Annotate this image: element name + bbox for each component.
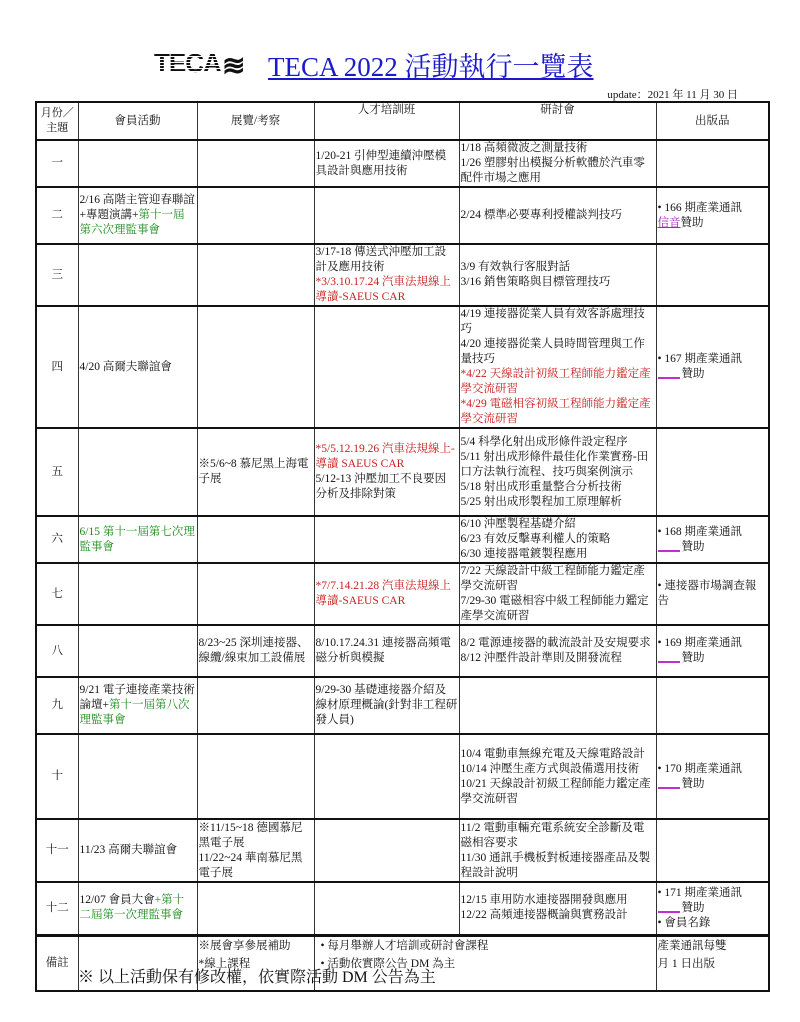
cell-line <box>461 307 655 337</box>
cell-text: 6/10 沖壓製程基礎介紹 <box>460 518 576 530</box>
cell-text: 第十一屆第八次理監事會 <box>79 699 190 726</box>
cell-text: 贊助 <box>681 540 705 553</box>
page-header <box>150 44 594 84</box>
cell-text: • 167 期產業通訊 <box>657 353 743 365</box>
cell-text: • 169 期產業通訊 <box>657 637 743 649</box>
cell-line <box>461 450 655 480</box>
cell-text: 1/18 高頻微波之測量技術 <box>460 142 588 154</box>
cell-line <box>461 893 655 908</box>
exhibition-cell <box>197 625 314 677</box>
cell-line <box>80 683 196 728</box>
cell-line <box>658 201 768 216</box>
cell-text: 贊助 <box>681 901 705 914</box>
publication-cell <box>656 428 769 516</box>
activity-table <box>35 101 770 992</box>
training-cell <box>314 819 459 882</box>
cell-text: 9/21 電子連接產業技術論壇+ <box>79 684 195 711</box>
col-header-seminar: 研討會 <box>459 102 656 140</box>
seminar-cell <box>459 563 656 625</box>
remarks-label: 備註 <box>36 935 78 991</box>
training-cell <box>314 677 459 734</box>
sponsor-blank <box>658 661 680 663</box>
cell-text: +第十二屆第一次理監事會 <box>79 894 185 922</box>
exhibition-cell <box>197 140 314 187</box>
cell-text: • 171 期產業通訊 <box>657 886 743 899</box>
training-cell <box>314 625 459 677</box>
update-date: update：2021 年 11 月 30 日 <box>607 89 738 101</box>
cell-text: 8/2 電源連接器的載流設計及安規要求 <box>460 637 651 649</box>
table-row <box>36 563 769 625</box>
exhibition-cell <box>197 677 314 734</box>
publication-cell <box>656 244 769 306</box>
cell-line <box>316 275 458 305</box>
cell-text: 贊助 <box>680 216 704 229</box>
cell-line <box>658 651 768 666</box>
cell-text: 12/07 會員大會 <box>79 894 155 907</box>
cell-text: • 168 期產業通訊 <box>657 525 743 538</box>
cell-line <box>316 579 458 609</box>
table-row <box>36 140 769 187</box>
cell-text: 8/10.17.24.31 連接器高頻電磁分析與模擬 <box>315 637 451 664</box>
cell-line <box>199 457 313 487</box>
cell-line <box>658 916 768 931</box>
training-cell <box>314 140 459 187</box>
table-row <box>36 625 769 677</box>
exhibition-cell <box>197 563 314 625</box>
cell-line <box>461 564 655 594</box>
logo-mark-icon: ≋ <box>222 50 246 81</box>
cell-line <box>658 216 768 231</box>
table-row <box>36 516 769 563</box>
cell-line <box>461 532 655 547</box>
seminar-cell <box>459 140 656 187</box>
publication-cell <box>656 677 769 734</box>
cell-line <box>461 141 655 156</box>
table-row <box>36 677 769 734</box>
cell-text: *3/3.10.17.24 汽車法規線上導讀-SAEUS CAR <box>315 276 451 303</box>
cell-text: 5/18 射出成形重量整合分析技術 <box>460 480 622 493</box>
cell-text: 5/25 射出成形製程加工原理解析 <box>460 495 622 508</box>
cell-line <box>658 579 768 609</box>
month-cell: 八 <box>36 625 78 677</box>
cell-text: 7/22 天線設計中級工程師能力鑑定產學交流研習 <box>460 565 645 592</box>
publication-cell <box>656 306 769 428</box>
month-cell: 一 <box>36 140 78 187</box>
cell-text: 11/23 高爾夫聯誼會 <box>79 844 178 856</box>
cell-line <box>461 397 655 427</box>
cell-text: 贊助 <box>681 777 705 790</box>
exhibition-cell <box>197 734 314 819</box>
cell-line <box>80 893 196 923</box>
member-activity-cell <box>78 819 197 882</box>
sponsor-blank <box>658 377 680 379</box>
col-header-publication: 出版品 <box>656 102 769 140</box>
cell-text: 4/19 連接器從業人員有效客訴處理技巧 <box>460 308 645 335</box>
cell-line <box>461 260 655 275</box>
seminar-cell <box>459 677 656 734</box>
cell-line <box>80 843 196 858</box>
member-activity-cell <box>78 677 197 734</box>
table-row <box>36 306 769 428</box>
training-cell <box>314 244 459 306</box>
member-activity-cell <box>78 563 197 625</box>
member-activity-cell <box>78 625 197 677</box>
sponsor-blank <box>658 911 680 913</box>
member-activity-cell <box>78 140 197 187</box>
month-cell: 七 <box>36 563 78 625</box>
cell-text: 6/30 連接器電鍍製程應用 <box>460 548 588 560</box>
cell-text: • 每月舉辦人才培訓或研討會課程 <box>320 939 489 952</box>
table-row <box>36 734 769 819</box>
cell-line <box>461 495 655 510</box>
cell-line <box>461 636 655 651</box>
remarks-publication-cell <box>656 935 769 991</box>
member-activity-cell <box>78 244 197 306</box>
cell-line <box>461 208 655 223</box>
cell-text: *4/22 天線設計初級工程師能力鑑定產學交流研習 <box>460 368 651 395</box>
cell-text: 10/14 沖壓生產方式與設備選用技術 <box>460 762 640 775</box>
exhibition-cell <box>197 516 314 563</box>
month-cell: 三 <box>36 244 78 306</box>
cell-line <box>461 480 655 495</box>
cell-text: *7/7.14.21.28 汽車法規線上導讀-SAEUS CAR <box>315 580 451 607</box>
training-cell <box>314 306 459 428</box>
cell-line <box>658 367 768 382</box>
cell-text: 1/20-21 引伸型連續沖壓模具設計與應用技術 <box>315 149 447 177</box>
member-activity-cell <box>78 306 197 428</box>
table-row <box>36 187 769 244</box>
training-cell <box>314 428 459 516</box>
table-row <box>36 428 769 516</box>
cell-text: 3/16 銷售策略與目標管理技巧 <box>460 276 611 288</box>
cell-text: 3/9 有效執行客服對話 <box>460 261 571 273</box>
cell-text: • 170 期產業通訊 <box>657 762 743 775</box>
cell-line <box>658 762 768 777</box>
seminar-cell <box>459 516 656 563</box>
col-header-month: 月份／主題 <box>36 102 78 140</box>
cell-text: 6/23 有效反擊專利權人的策略 <box>460 533 611 545</box>
member-activity-cell <box>78 882 197 935</box>
cell-line <box>316 636 458 666</box>
sponsor-link[interactable]: 信音 <box>657 216 681 229</box>
month-cell: 六 <box>36 516 78 563</box>
cell-text: *線上課程 <box>198 957 251 970</box>
cell-line <box>658 777 768 792</box>
cell-line <box>461 821 655 851</box>
cell-line <box>199 821 313 851</box>
page-title[interactable]: TECA 2022 活動執行一覽表 <box>268 51 594 82</box>
month-cell: 九 <box>36 677 78 734</box>
member-activity-cell <box>78 516 197 563</box>
cell-text: 8/23~25 深圳連接器、線纜/線束加工設備展 <box>198 637 309 664</box>
cell-line <box>461 908 655 923</box>
footer-note: ※ 以上活動保有修改權，依實際活動 DM 公告為主 <box>78 969 436 986</box>
cell-text: 6/15 第十一屆第七次理監事會 <box>79 525 195 553</box>
cell-text: 1/26 塑膠射出模擬分析軟體於汽車零配件市場之應用 <box>460 157 645 184</box>
cell-text: 10/21 天線設計初級工程師能力鑑定產學交流研習 <box>460 777 651 805</box>
publication-cell <box>656 882 769 935</box>
col-header-member-activity: 會員活動 <box>78 102 197 140</box>
cell-text: 5/12-13 沖壓加工不良要因分析及排除對策 <box>315 473 447 500</box>
cell-line <box>80 360 196 375</box>
cell-line <box>461 337 655 367</box>
cell-text: • 166 期產業通訊 <box>657 201 743 214</box>
cell-line <box>658 901 768 916</box>
cell-text: • 會員名錄 <box>657 916 711 929</box>
cell-line <box>316 442 458 472</box>
cell-text: • 連接器市場調查報告 <box>657 580 757 607</box>
cell-line <box>461 435 655 450</box>
exhibition-cell <box>197 244 314 306</box>
month-cell: 十 <box>36 734 78 819</box>
cell-text: 贊助 <box>681 368 705 380</box>
cell-line <box>658 525 768 540</box>
seminar-cell <box>459 428 656 516</box>
cell-line <box>80 525 196 555</box>
cell-text: 第十一屆第六次理監事會 <box>79 209 185 236</box>
exhibition-cell <box>197 428 314 516</box>
month-cell: 十一 <box>36 819 78 882</box>
training-cell <box>314 734 459 819</box>
member-activity-cell <box>78 428 197 516</box>
cell-text: 5/11 射出成形條件最佳化作業實務-田口方法執行流程、技巧與案例演示 <box>460 450 649 478</box>
cell-text: 10/4 電動車無線充電及天線電路設計 <box>460 747 645 760</box>
cell-text: 11/22~24 華南慕尼黑電子展 <box>198 851 303 879</box>
sponsor-blank <box>658 787 680 789</box>
cell-line <box>461 762 655 777</box>
cell-line <box>461 651 655 666</box>
training-cell <box>314 563 459 625</box>
publication-cell <box>656 187 769 244</box>
cell-text: 12/22 高頻連接器概論與實務設計 <box>460 909 628 922</box>
cell-line <box>461 594 655 624</box>
cell-text: ※11/15~18 德國慕尼黑電子展 <box>198 821 303 849</box>
training-cell <box>314 516 459 563</box>
member-activity-cell <box>78 187 197 244</box>
training-cell <box>314 187 459 244</box>
cell-line <box>199 851 313 881</box>
table-row <box>36 244 769 306</box>
month-cell: 五 <box>36 428 78 516</box>
cell-text: 2/24 標準必要專利授權談判技巧 <box>460 209 622 221</box>
cell-text: 8/12 沖壓件設計準則及開發流程 <box>460 652 622 664</box>
month-cell: 十二 <box>36 882 78 935</box>
cell-text: 4/20 高爾夫聯誼會 <box>79 360 172 373</box>
cell-line <box>658 636 768 651</box>
cell-line <box>316 149 458 179</box>
publication-cell <box>656 625 769 677</box>
cell-line <box>316 472 458 502</box>
cell-text: • 活動依實際公告 DM 為主 <box>320 957 456 970</box>
cell-line <box>80 193 196 238</box>
cell-line <box>461 275 655 290</box>
col-header-training: 人才培訓班 <box>314 102 459 140</box>
table-row <box>36 819 769 882</box>
cell-text: 產業通訊每雙 <box>657 939 727 952</box>
publication-cell <box>656 819 769 882</box>
sponsor-blank <box>658 550 680 552</box>
cell-line <box>461 747 655 762</box>
cell-line <box>199 636 313 666</box>
exhibition-cell <box>197 882 314 935</box>
cell-text: 月 1 日出版 <box>657 957 715 970</box>
cell-line <box>316 245 458 275</box>
cell-text: 3/17-18 傳送式沖壓加工設計及應用技術 <box>315 246 447 273</box>
cell-text: 2/16 高階主管迎春聯誼+專題演講+ <box>79 194 195 221</box>
cell-text: ※5/6~8 慕尼黑上海電子展 <box>198 458 309 485</box>
cell-line <box>658 886 768 901</box>
publication-cell <box>656 516 769 563</box>
seminar-cell <box>459 882 656 935</box>
table-row <box>36 882 769 935</box>
seminar-cell <box>459 819 656 882</box>
cell-text: 7/29-30 電磁相容中級工程師能力鑑定產學交流研習 <box>460 595 649 622</box>
cell-text: ※展會享參展補助 <box>198 939 291 952</box>
seminar-cell <box>459 187 656 244</box>
cell-text: 9/29-30 基礎連接器介紹及線材原理概論(針對非工程研發人員) <box>315 684 458 726</box>
cell-line <box>461 517 655 532</box>
col-header-exhibition: 展覽/考察 <box>197 102 314 140</box>
cell-line <box>461 851 655 881</box>
cell-text: *5/5.12.19.26 汽車法規線上-導讀 SAEUS CAR <box>315 443 455 470</box>
cell-text: 4/20 連接器從業人員時間管理與工作量技巧 <box>460 338 645 365</box>
exhibition-cell <box>197 306 314 428</box>
publication-cell <box>656 563 769 625</box>
month-cell: 二 <box>36 187 78 244</box>
cell-text: 5/4 科學化射出成形條件設定程序 <box>460 435 628 448</box>
month-cell: 四 <box>36 306 78 428</box>
publication-cell <box>656 140 769 187</box>
cell-line <box>461 367 655 397</box>
exhibition-cell <box>197 819 314 882</box>
training-cell <box>314 882 459 935</box>
seminar-cell <box>459 244 656 306</box>
cell-line <box>658 540 768 555</box>
cell-text: 11/2 電動車輛充電系統安全診斷及電磁相容要求 <box>460 821 645 849</box>
cell-text: 11/30 通訊手機板對板連接器產品及製程設計說明 <box>460 851 651 879</box>
cell-text: 12/15 車用防水連接器開發與應用 <box>460 894 628 907</box>
publication-cell <box>656 734 769 819</box>
seminar-cell <box>459 734 656 819</box>
cell-line <box>316 683 458 728</box>
seminar-cell <box>459 306 656 428</box>
cell-line <box>461 777 655 807</box>
cell-line <box>658 352 768 367</box>
cell-line <box>461 156 655 186</box>
teca-logo: TECA ≋ <box>154 48 246 81</box>
cell-text: *4/29 電磁相容初級工程師能力鑑定產學交流研習 <box>460 398 651 425</box>
cell-line <box>461 547 655 562</box>
seminar-cell <box>459 625 656 677</box>
exhibition-cell <box>197 187 314 244</box>
cell-text: 贊助 <box>681 652 705 664</box>
member-activity-cell <box>78 734 197 819</box>
